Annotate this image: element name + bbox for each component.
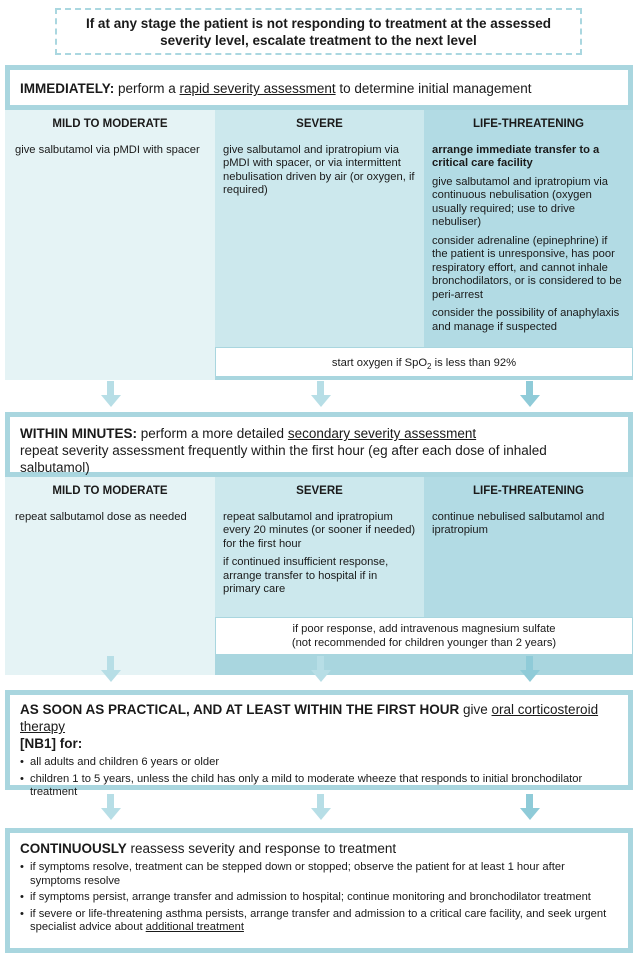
within-severe-text-1: repeat salbutamol and ipratropium every 20 minutes (or sooner if needed) for the first hour xyxy=(223,510,416,550)
immediately-mild-column xyxy=(5,110,215,380)
immediately-life-text-1: give salbutamol and ipratropium via continuous nebulisation (oxygen usually required; use to drive nebuliser) xyxy=(432,175,608,228)
list-item: • all adults and children 6 years or older xyxy=(20,756,618,770)
magnesium-box xyxy=(215,617,633,655)
additional-treatment-link[interactable]: additional treatment xyxy=(145,921,244,933)
column-header-mild: MILD TO MODERATE xyxy=(52,118,168,130)
stage-immediately-header: IMMEDIATELY: perform a rapid severity assessment to determine initial management xyxy=(5,65,633,110)
asap-line2: [NB1] for: xyxy=(20,736,83,751)
immediately-lead: IMMEDIATELY: xyxy=(20,81,115,96)
magnesium-line2: (not recommended for children younger than 2 years) xyxy=(291,637,557,649)
immediately-severe-column xyxy=(215,110,424,347)
immediately-life-text-2: consider adrenaline (epinephrine) if the patient is unresponsive, has poor respiratory effort, and cannot inhale bronchodilators, or is considered to be peri-arrest xyxy=(432,234,622,301)
within-mild-text: repeat salbutamol dose as needed xyxy=(15,510,187,523)
within-severe-column xyxy=(215,477,424,617)
column-header-mild: MILD TO MODERATE xyxy=(52,485,168,497)
list-item: • if symptoms persist, arrange transfer and admission to hospital; continue monitoring and bronchodilator treatment xyxy=(20,891,618,905)
immediately-life-transfer: arrange immediate transfer to a critical care facility xyxy=(432,143,600,169)
within-minutes-lead: WITHIN MINUTES: xyxy=(20,426,137,441)
within-severe-text-2: if continued insufficient response, arrange transfer to hospital if in primary care xyxy=(223,556,389,595)
list-item: • children 1 to 5 years, unless the child has only a mild to moderate wheeze that responds to initial bronchodilator treatment xyxy=(20,773,618,800)
escalation-note-line2: severity level, escalate treatment to the next level xyxy=(160,33,477,48)
immediately-mild-text: give salbutamol via pMDI with spacer xyxy=(15,143,200,156)
continuously-lead: CONTINUOUSLY xyxy=(20,841,127,856)
asap-lead: AS SOON AS PRACTICAL, AND AT LEAST WITHIN THE FIRST HOUR xyxy=(20,702,460,717)
continuously-list xyxy=(10,861,628,935)
stage-continuously: CONTINUOUSLY reassess severity and response to treatment • if symptoms resolve, treatment can be stepped down or stopped; observe the patient for at least 1 hour after symptoms resolve • if symptoms persist, arrange transfer and admission to hospital; continue monitoring and bronchodilator treatment • if severe or life-threatening asthma persists, arrange transfer and admission to a critical care facility, and seek urgent specialist advice about additional treatment xyxy=(5,828,633,953)
column-header-life: LIFE-THREATENING xyxy=(473,485,584,497)
immediately-severe-text: give salbutamol and ipratropium via pMDI with spacer, or via intermittent nebulisation driven by air (or oxygen, if required) xyxy=(223,143,415,196)
within-life-text: continue nebulised salbutamol and ipratropium xyxy=(432,510,605,536)
asap-list xyxy=(10,756,628,800)
stage-asap: AS SOON AS PRACTICAL, AND AT LEAST WITHIN THE FIRST HOUR give oral corticosteroid therapy [NB1] for: • all adults and children 6 years or older • children 1 to 5 years, unless the child has only a mild to moderate wheeze that responds to initial bronchodilator treatment xyxy=(5,690,633,790)
column-header-life: LIFE-THREATENING xyxy=(473,118,584,130)
escalation-note-line1: If at any stage the patient is not responding to treatment at the assessed xyxy=(85,16,552,31)
list-item: • if symptoms resolve, treatment can be stepped down or stopped; observe the patient for at least 1 hour after symptoms resolve xyxy=(20,861,618,888)
stage-within-minutes-header: WITHIN MINUTES: perform a more detailed secondary severity assessment repeat severity assessment frequently within the first hour (eg after each dose of inhaled salbutamol) xyxy=(5,412,633,477)
magnesium-line1: if poor response, add intravenous magnesium sulfate xyxy=(292,623,556,635)
rapid-severity-assessment-link[interactable]: rapid severity assessment xyxy=(179,81,336,96)
within-minutes-line2: repeat severity assessment frequently within the first hour (eg after each dose of inhaled salbutamol) xyxy=(20,443,547,475)
escalation-note xyxy=(55,8,582,55)
oxygen-box: start oxygen if SpO$_2$ is less than 92% xyxy=(215,347,633,377)
list-item: • if severe or life-threatening asthma persists, arrange transfer and admission to a critical care facility, and seek urgent specialist advice about additional treatment xyxy=(20,908,618,935)
secondary-severity-assessment-link[interactable]: secondary severity assessment xyxy=(287,426,477,441)
within-life-column xyxy=(424,477,633,617)
immediately-life-text-3: consider the possibility of anaphylaxis and manage if suspected xyxy=(432,307,620,333)
immediately-life-column xyxy=(424,110,633,347)
column-header-severe: SEVERE xyxy=(296,485,343,497)
column-header-severe: SEVERE xyxy=(296,118,343,130)
oral-corticosteroid-link[interactable]: oral corticosteroid therapy xyxy=(20,702,599,734)
within-mild-column xyxy=(5,477,215,675)
